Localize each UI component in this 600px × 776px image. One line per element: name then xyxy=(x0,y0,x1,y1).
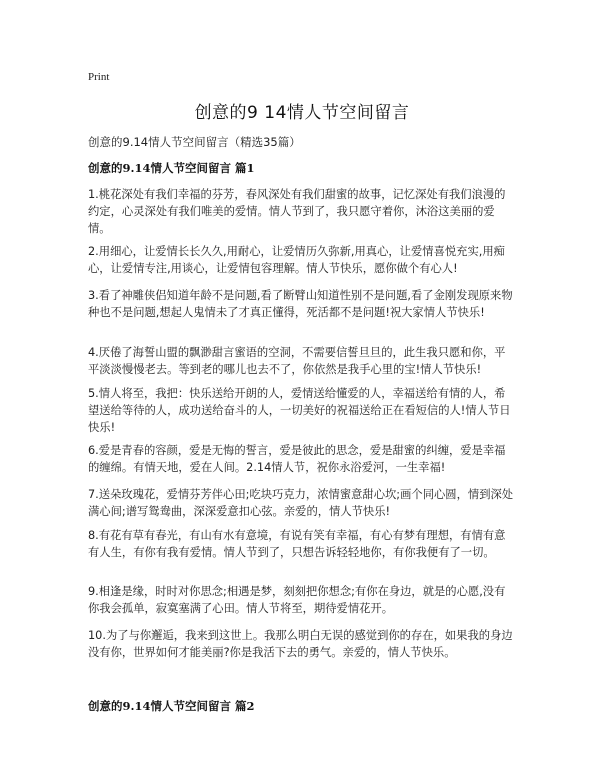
section-heading-2: 创意的9.14情人节空间留言 篇2 xyxy=(88,699,255,713)
paragraph-5: 5.情人将至，我把：快乐送给开朗的人，爱情送给懂爱的人，幸福送给有情的人，希望送给等待的人，成功送给奋斗的人，一切美好的祝福送给正在看短信的人!情人节日快乐! xyxy=(88,387,511,434)
section-heading-1: 创意的9.14情人节空间留言 篇1 xyxy=(88,161,255,175)
print-link[interactable]: Print xyxy=(88,71,110,83)
paragraph-1: 1.桃花深处有我们幸福的芬芳，春风深处有我们甜蜜的故事，记忆深处有我们浪漫的约定，心灵深处有我们唯美的爱情。情人节到了，我只愿守着你，沐浴这美丽的爱情。 xyxy=(88,188,506,235)
paragraph-10: 10.为了与你邂逅，我来到这世上。我那么明白无误的感觉到你的存在，如果我的身边没有你，世界如何才能美丽?你是我活下去的勇气。亲爱的，情人节快乐。 xyxy=(88,629,513,659)
paragraph-7: 7.送朵玫瑰花，爱情芬芳伴心田;吃块巧克力，浓情蜜意甜心坎;画个同心圆，情到深处满心间;谱写鸳鸯曲，深深爱意扣心弦。亲爱的，情人节快乐! xyxy=(88,488,514,518)
paragraph-6: 6.爱是青春的容颜，爱是无悔的誓言，爱是彼此的思念，爱是甜蜜的纠缠，爱是幸福的缠绵。有情天地，爱在人间。2.14情人节，祝你永浴爱河，一生幸福! xyxy=(88,444,506,474)
paragraph-4: 4.厌倦了海誓山盟的飘渺甜言蜜语的空洞，不需要信誓旦旦的，此生我只愿和你，平平淡淡慢慢老去。等到老的哪儿也去不了，你依然是我手心里的宝!情人节快乐! xyxy=(88,346,506,376)
document-title: 创意的9 14情人节空间留言 xyxy=(194,103,410,123)
document-subtitle: 创意的9.14情人节空间留言（精选35篇） xyxy=(88,135,301,149)
paragraph-3: 3.看了神雕侠侣知道年龄不是问题,看了断臂山知道性别不是问题,看了金刚发现原来物种也不是问题,想起人鬼情未了才真正懂得，死活都不是问题!祝大家情人节快乐! xyxy=(88,289,513,319)
paragraph-2: 2.用细心，让爱情长长久久,用耐心，让爱情历久弥新,用真心，让爱情喜悦充实,用痴心，让爱情专注,用谈心，让爱情包容理解。情人节快乐，愿你做个有心人! xyxy=(88,245,505,275)
paragraph-8: 8.有花有草有春光，有山有水有意境，有说有笑有幸福，有心有梦有理想，有情有意有人生，有你有我有爱情。情人节到了，只想告诉轻轻地你，有你我便有了一切。 xyxy=(88,529,506,559)
paragraph-9: 9.相逢是缘，时时对你思念;相遇是梦，刻刻把你想念;有你在身边，就是的心愿,没有你我会孤单，寂寞塞满了心田。情人节将至，期待爱情花开。 xyxy=(88,585,506,615)
